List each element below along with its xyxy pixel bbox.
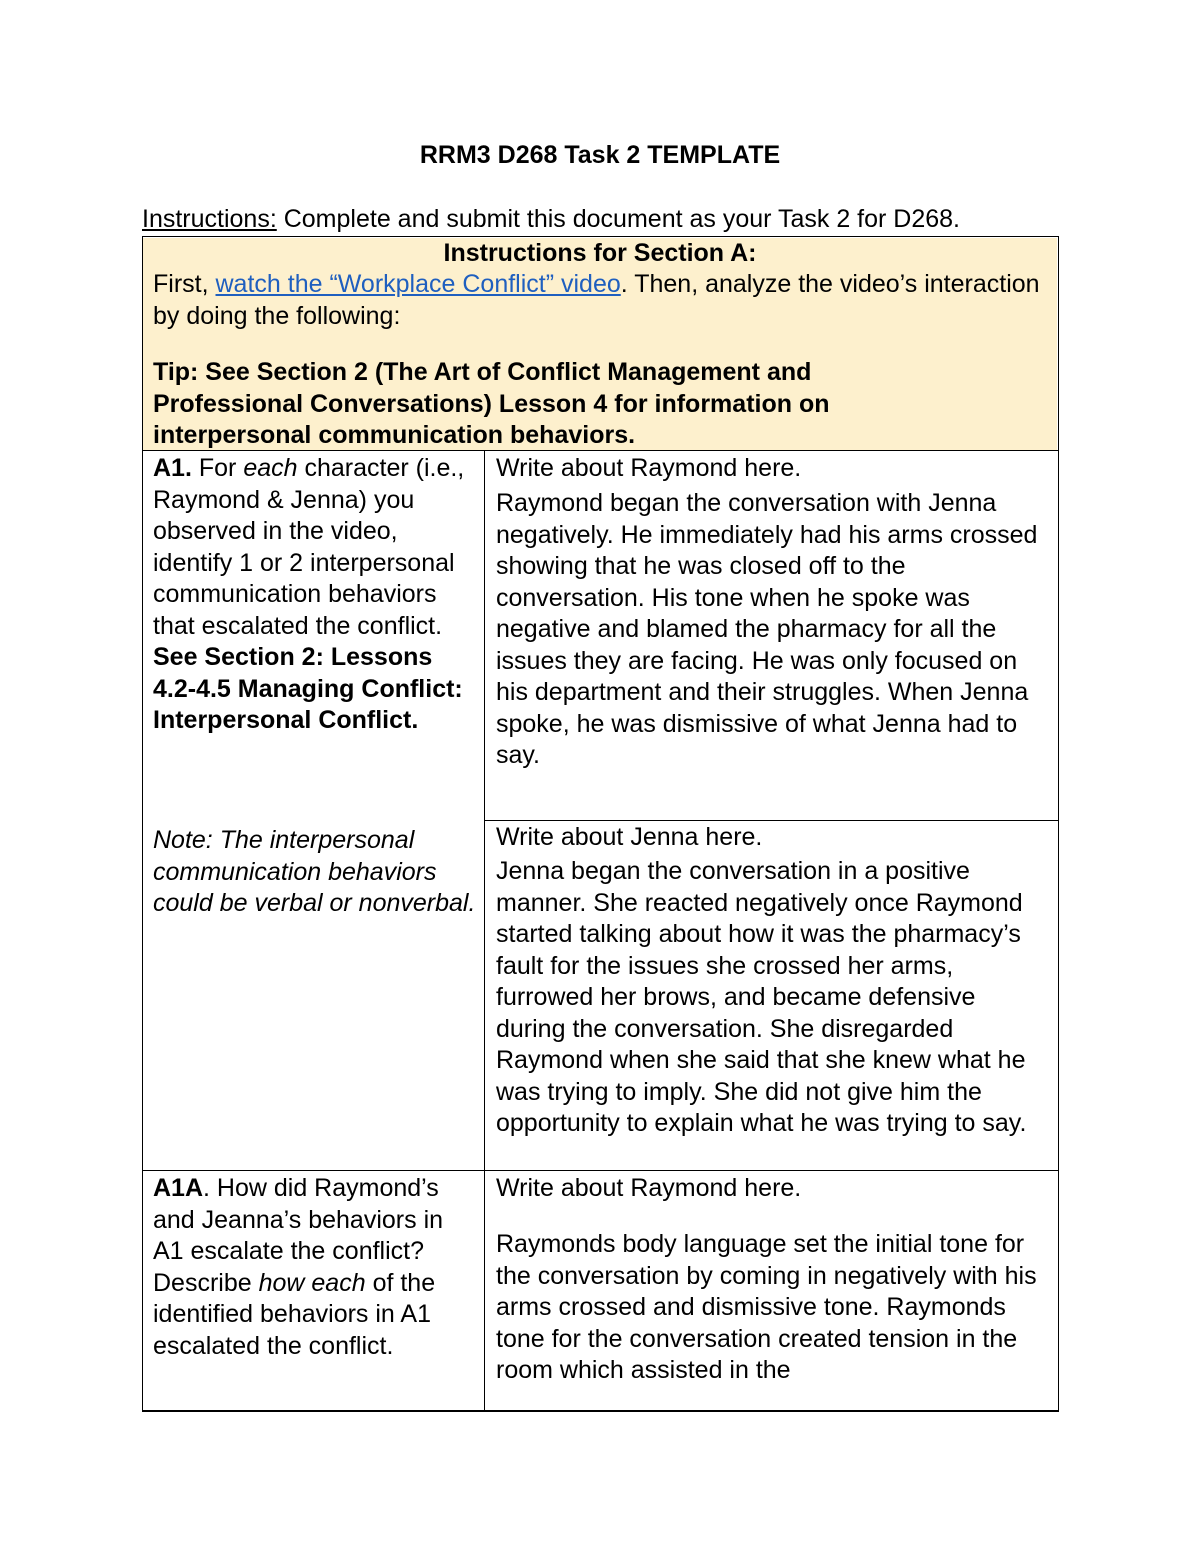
a1-see-section: See Section 2: Lessons 4.2-4.5 Managing Conflict: Interpersonal Conflict. bbox=[153, 643, 463, 734]
instructions-text: Complete and submit this document as your Task 2 for D268. bbox=[276, 205, 960, 233]
table-divider-a1-right bbox=[484, 820, 1059, 821]
a1-label: A1. bbox=[153, 454, 192, 482]
section-a-intro bbox=[153, 269, 1043, 332]
intro-suffix: . Then, analyze the video’s interaction by doing the following: bbox=[153, 270, 1040, 330]
a1-raymond-text: Raymond began the conversation with Jenna negatively. He immediately had his arms crossed showing that he was closed off to the conversation. His tone when he spoke was negative and blamed the pharmacy for all the issues they are facing. He was only focused on his department and their struggles. When Jenna spoke, he was dismissive of what Jenna had to say. bbox=[496, 489, 1038, 769]
a1-jenna-heading: Write about Jenna here. bbox=[496, 823, 763, 851]
intro-prefix: First, bbox=[153, 270, 216, 298]
a1a-label: A1A bbox=[153, 1174, 204, 1202]
page-title: RRM3 D268 Task 2 TEMPLATE bbox=[419, 141, 781, 169]
table-left-border bbox=[142, 236, 143, 1412]
table-top-border bbox=[142, 236, 1059, 237]
table-right-border bbox=[1058, 236, 1059, 1412]
a1-note: Note: The interpersonal communication behaviors could be verbal or nonverbal. bbox=[153, 826, 476, 917]
a1a-prompt-emphasis: how each bbox=[258, 1268, 366, 1297]
instructions-label: Instructions: bbox=[142, 205, 277, 233]
section-a-title: Instructions for Section A: bbox=[443, 239, 757, 267]
a1-jenna-text: Jenna began the conversation in a positive manner. She reacted negatively once Raymond started talking about how it was the pharmacy’s fault for the issues she crossed her arms, furrowed her brows, and became defensive during the conversation. She disregarded Raymond when she said that she knew what he was trying to imply. She did not give him the opportunity to explain what he was trying to say. bbox=[496, 857, 1027, 1137]
table-bottom-border bbox=[142, 1410, 1059, 1412]
a1-raymond-heading: Write about Raymond here. bbox=[496, 454, 802, 482]
table-column-divider bbox=[484, 450, 485, 1412]
a1a-raymond-heading: Write about Raymond here. bbox=[496, 1174, 802, 1202]
a1-prompt bbox=[153, 453, 479, 737]
a1a-prompt-part1: . How did Raymond’s and Jeanna’s behaviors in A1 escalate the conflict? Describe bbox=[153, 1174, 444, 1297]
a1-prompt-emphasis: each bbox=[243, 454, 298, 482]
table-divider-a1a bbox=[142, 1170, 1059, 1171]
workplace-conflict-video-link[interactable]: watch the “Workplace Conflict” video bbox=[215, 270, 621, 298]
a1a-prompt bbox=[153, 1173, 479, 1362]
a1a-raymond-text: Raymonds body language set the initial tone for the conversation by coming in negatively with his arms crossed and dismissive tone. Raymonds tone for the conversation created tension in the room which assisted in the bbox=[496, 1230, 1037, 1384]
section-a-tip: Tip: See Section 2 (The Art of Conflict Management and Professional Conversations) Lesson 4 for information on interpersonal communication behaviors. bbox=[153, 358, 830, 449]
a1a-prompt-part2: of the identified behaviors in A1 escalated the conflict. bbox=[153, 1268, 436, 1360]
a1-prompt-part2: character (i.e., Raymond & Jenna) you observed in the video, identify 1 or 2 interpersonal communication behaviors that escalated the conflict. bbox=[153, 454, 465, 640]
document-instructions bbox=[142, 205, 960, 234]
a1-prompt-part1: For bbox=[191, 454, 244, 482]
